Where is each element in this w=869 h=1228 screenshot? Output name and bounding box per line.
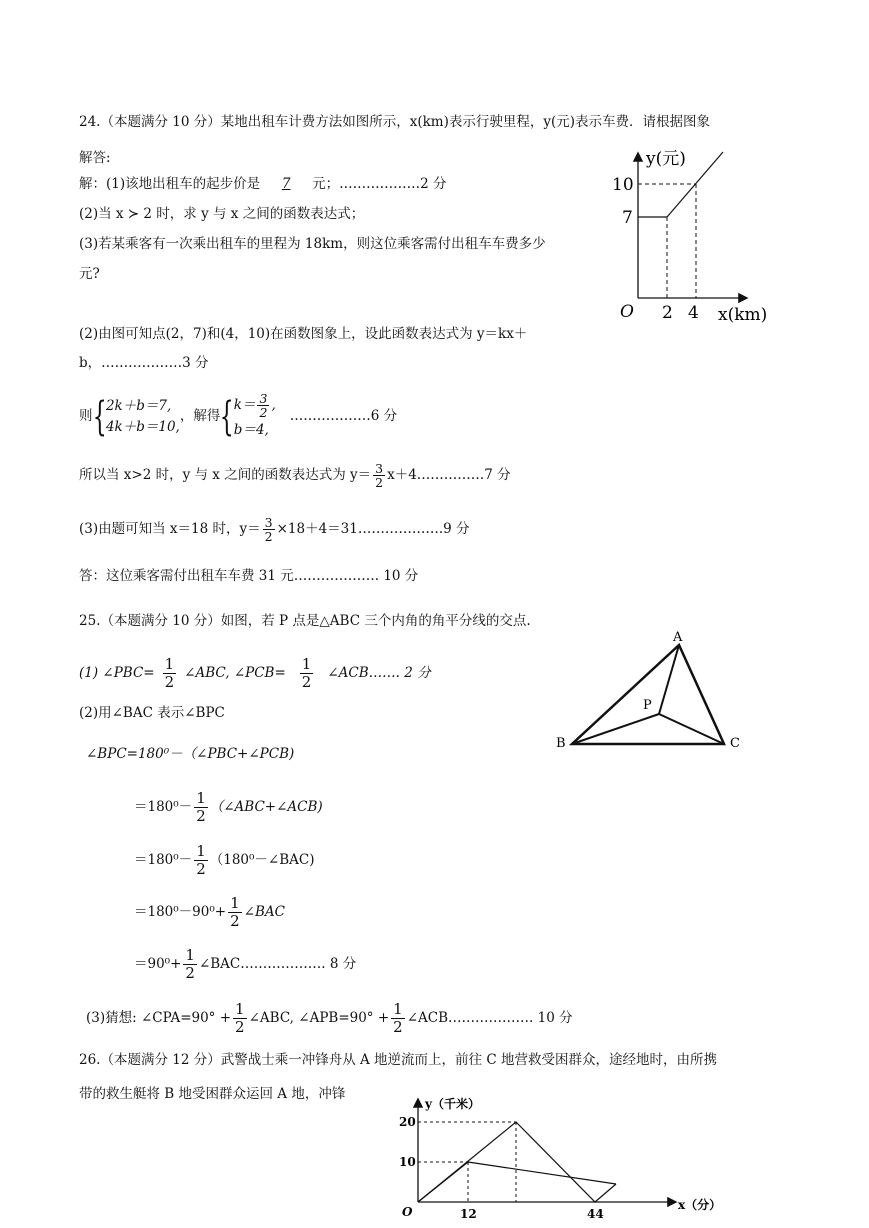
triangle-figure xyxy=(548,625,748,760)
x-axis-label: x（分） xyxy=(678,1198,722,1212)
triangle-abc xyxy=(572,645,724,744)
q25-line-8: (3)猜想: ∠CPA=90° + $\frac{1}{2}$ ∠ABC, ∠APB=90° + $\frac{1}{2}$ ∠ACB………………. 10 分 xyxy=(86,1000,573,1036)
q24-solution-3: (3)由题可知当 x＝18 时，y＝ $\frac{3}{2}$ ×18＋4＝31……………….9 分 xyxy=(79,515,470,544)
q24-question-3a: (3)若某乘客有一次乘出租车的里程为 18km，则这位乘客需付出租车车费多少 xyxy=(79,236,546,252)
q24-equation-system: 则{ 2k＋b＝7, 4k＋b＝10, ，解得{ k＝ $\frac{3}{2}$ , b＝4, ………………6 分 xyxy=(79,391,398,440)
y-tick-20: 20 xyxy=(399,1115,416,1129)
y-tick-7: 7 xyxy=(622,208,633,228)
boat-graph xyxy=(370,1088,722,1228)
q24-solution-2a: (2)由图可知点(2，7)和(4，10)在函数图象上，设此函数表达式为 y＝kx＋ xyxy=(79,326,528,342)
q25-line-3: ∠BPC=180⁰－（∠PBC+∠PCB) xyxy=(86,746,295,762)
x-axis-label: x(km) xyxy=(718,305,768,325)
vertex-b-label: B xyxy=(556,736,566,751)
vertex-a-label: A xyxy=(673,630,683,645)
x-tick-12: 12 xyxy=(460,1207,477,1221)
point-p-label: P xyxy=(643,698,652,713)
y-tick-10: 10 xyxy=(399,1155,416,1169)
lifeboat-path xyxy=(468,1162,616,1184)
q24-header: 24.（本题满分 10 分）某地出租车计费方法如图所示，x(km)表示行驶里程，y(元)表示车费．请根据图象 xyxy=(79,114,711,130)
vertex-c-label: C xyxy=(730,736,740,751)
q24-header-cont: 解答: xyxy=(79,150,111,166)
q26-header-cont: 带的救生艇将 B 地受困群众运回 A 地，冲锋 xyxy=(79,1086,346,1102)
q24-answer-1: 解：(1)该地出租车的起步价是 7 元；………………2 分 xyxy=(79,176,447,192)
x-tick-44: 44 xyxy=(587,1207,604,1221)
q25-line-4: ＝180⁰－ $\frac{1}{2}$ （∠ABC+∠ACB) xyxy=(134,789,323,825)
q25-line-1: (1) ∠PBC= $\frac{1}{2}$ ∠ABC, ∠PCB= $\frac{1}{2}$ ∠ACB……. 2 分 xyxy=(79,655,431,691)
y-axis-label: y(元) xyxy=(646,149,686,169)
origin-label: O xyxy=(402,1205,413,1219)
q24-question-2: (2)当 x ≻ 2 时，求 y 与 x 之间的函数表达式； xyxy=(79,206,365,222)
q25-line-2: (2)用∠BAC 表示∠BPC xyxy=(79,705,225,721)
bisector-cp xyxy=(659,714,724,744)
x-tick-2: 2 xyxy=(662,303,673,323)
q24-blank: 7 xyxy=(281,176,291,192)
taxi-fare-graph xyxy=(600,140,800,330)
y-tick-10: 10 xyxy=(612,175,634,195)
start-line xyxy=(418,1162,468,1202)
q26-header: 26.（本题满分 12 分）武警战士乘一冲锋舟从 A 地逆流而上，前往 C 地营救受困群众，途经地时，由所携 xyxy=(79,1052,717,1068)
q25-line-7: ＝90⁰+ $\frac{1}{2}$ ∠BAC………………. 8 分 xyxy=(134,946,357,982)
boat-path xyxy=(418,1122,616,1202)
x-tick-4: 4 xyxy=(688,303,699,323)
origin-label: O xyxy=(620,302,634,322)
q24-solution-2b: b，………………3 分 xyxy=(79,355,209,371)
q25-line-6: ＝180⁰－90⁰+ $\frac{1}{2}$ ∠BAC xyxy=(134,894,285,930)
q24-solution-2-final: 所以当 x>2 时，y 与 x 之间的函数表达式为 y＝ $\frac{3}{2}$ x＋4……………7 分 xyxy=(79,461,511,490)
bisector-bp xyxy=(572,714,659,744)
q25-line-5: ＝180⁰－ $\frac{1}{2}$ （180⁰－∠BAC) xyxy=(134,842,315,878)
q24-final-answer: 答：这位乘客需付出租车车费 31 元………………. 10 分 xyxy=(79,568,419,584)
y-axis-label: y（千米） xyxy=(425,1097,480,1111)
q25-header: 25.（本题满分 10 分）如图，若 P 点是△ABC 三个内角的角平分线的交点. xyxy=(79,613,531,629)
q24-question-3b: 元? xyxy=(79,266,100,282)
